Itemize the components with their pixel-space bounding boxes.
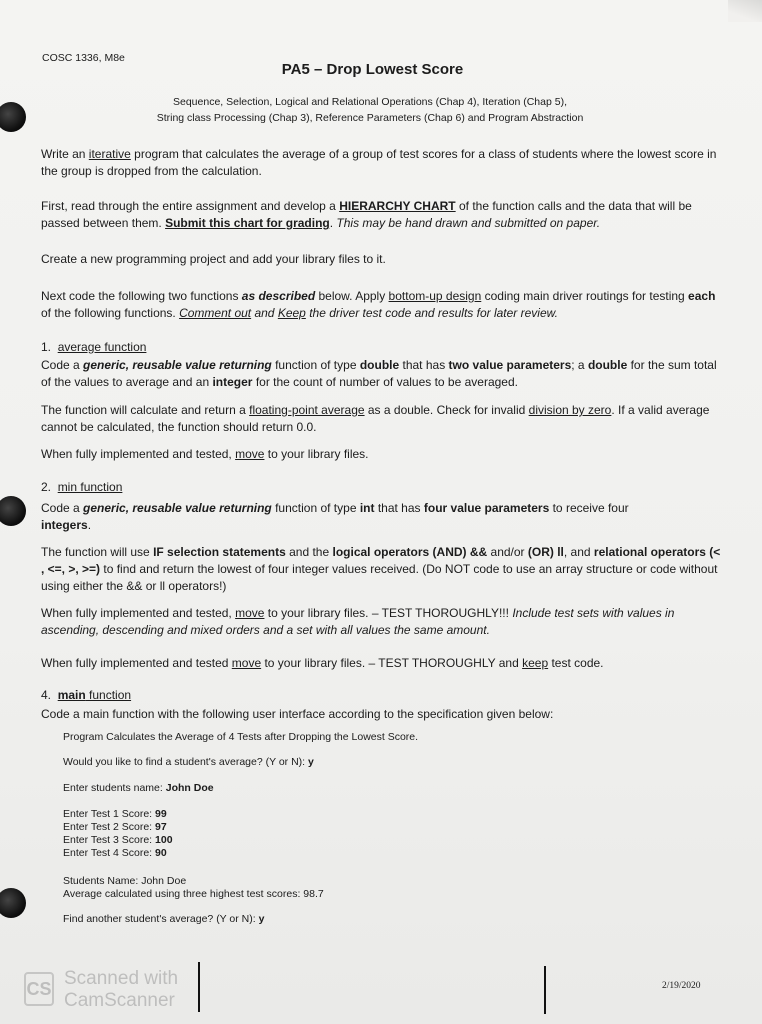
sample-output-title: Program Calculates the Average of 4 Tests after Dropping the Lowest Score.: [63, 731, 419, 743]
average-spec-paragraph: Code a generic, reusable value returning function of type double that has two value parameters; a double for the sum total of the values to average and an integer for the count of number of values to be averaged.: [41, 358, 717, 389]
intro-paragraph: Write an iterative program that calculates the average of a group of test scores for a class of students where the lowest score in the group is dropped from the calculation.: [41, 147, 717, 178]
average-return-paragraph: The function will calculate and return a floating-point average as a double. Check for invalid division by zero. If a valid average cannot be calculated, the function should return 0.0.: [41, 403, 710, 434]
punch-hole-top: [0, 102, 26, 132]
punch-hole-middle: [0, 496, 26, 526]
bottom-up-paragraph: Next code the following two functions as described below. Apply bottom-up design coding main driver routings for testing each of the following functions. Comment out and Keep the driver test code and results for later review.: [41, 289, 716, 320]
date-stamp: 2/19/2020: [662, 981, 701, 991]
sample-output-prompt: Would you like to find a student's average? (Y or N): y: [63, 756, 314, 768]
section-heading-average: 1. average function: [41, 340, 147, 354]
camscanner-logo-icon: CS: [24, 972, 54, 1006]
result-name-line: Students Name: John Doe: [63, 875, 187, 887]
sample-output-test-entries: [63, 808, 703, 860]
create-project-paragraph: Create a new programming project and add your library files to it.: [41, 252, 386, 266]
test-score-line: Enter Test 2 Score: 97: [63, 821, 167, 833]
min-spec-paragraph: Code a generic, reusable value returning function of type int that has four value parameters to receive four integers.: [41, 501, 629, 532]
result-average-line: Average calculated using three highest test scores: 98.7: [63, 888, 324, 900]
margin-line-right: [544, 966, 546, 1014]
subtitle-line: String class Processing (Chap 3), Reference Parameters (Chap 6) and Program Abstraction: [156, 112, 584, 124]
min-test-paragraph: When fully implemented and tested, move to your library files. – TEST THOROUGHLY!!! Include test sets with values in ascending, descending and mixed orders and a set with all values the same amount.: [41, 606, 675, 637]
test-score-line: Enter Test 3 Score: 100: [63, 834, 173, 846]
sample-output-result: [63, 875, 703, 901]
hierarchy-chart-paragraph: First, read through the entire assignment and develop a HIERARCHY CHART of the function calls and the data that will be passed between them. Submit this chart for grading. This may be hand drawn and submitted on paper.: [41, 199, 692, 230]
min-logic-paragraph: The function will use IF selection statements and the logical operators (AND) && and/or (OR) ll, and relational operators (< , <=, >, >=) to find and return the lowest of four integer values received. (Do NOT code to use an array structure or code without using either the && or ll operators!): [41, 545, 721, 593]
sample-output-repeat-prompt: Find another student's average? (Y or N): y: [63, 913, 265, 925]
test-score-line: Enter Test 4 Score: 90: [63, 847, 167, 859]
sample-output-name-entry: Enter students name: John Doe: [63, 782, 214, 794]
average-move-paragraph: When fully implemented and tested, move to your library files.: [41, 447, 369, 461]
course-code: COSC 1336, M8e: [42, 52, 125, 64]
section-heading-main: 4. main function: [41, 688, 132, 702]
section-heading-min: 2. min function: [41, 480, 123, 494]
topics-subtitle: [100, 94, 640, 126]
page-title: PA5 – Drop Lowest Score: [281, 61, 464, 78]
main-spec-paragraph: Code a main function with the following user interface according to the specification given below:: [41, 707, 554, 721]
test-score-line: Enter Test 1 Score: 99: [63, 808, 167, 820]
scanner-watermark: [24, 966, 204, 1016]
punch-hole-bottom: [0, 888, 26, 918]
watermark-text: Scanned with CamScanner: [64, 968, 179, 1011]
retest-paragraph: When fully implemented and tested move to your library files. – TEST THOROUGHLY and keep test code.: [41, 656, 604, 670]
subtitle-line: Sequence, Selection, Logical and Relational Operations (Chap 4), Iteration (Chap 5),: [173, 96, 567, 108]
page-corner-fold: [728, 0, 762, 22]
